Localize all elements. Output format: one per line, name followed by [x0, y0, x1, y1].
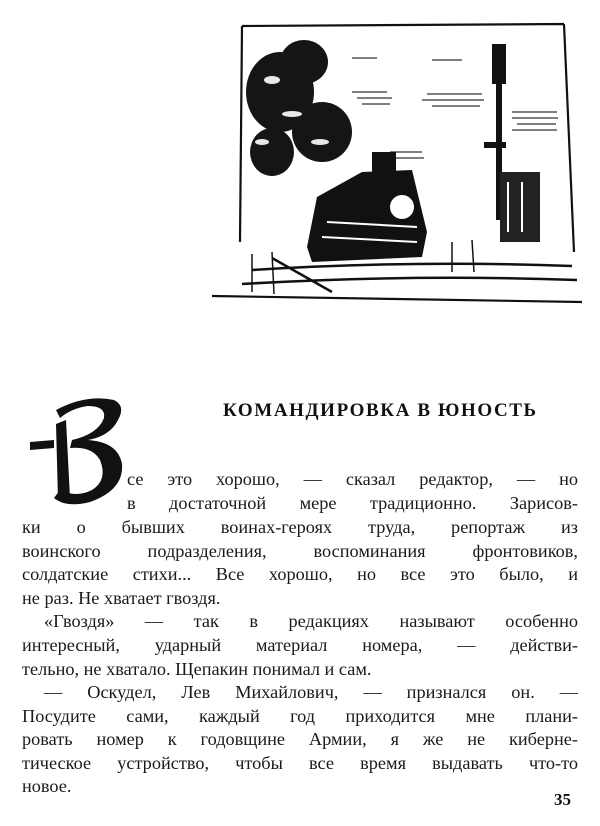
text-line: «Гвоздя» — так в редакциях называют особенно	[44, 611, 578, 631]
locomotive-illustration	[212, 22, 582, 318]
text-line: тельно, не хватало. Щепакин понимал и сам.	[22, 659, 372, 679]
chapter-title: КОМАНДИРОВКА В ЮНОСТЬ	[223, 400, 538, 421]
text-line: не раз. Не хватает гвоздя.	[22, 588, 221, 608]
text-line: воинского подразделения, воспоминания фронтовиков,	[22, 541, 578, 561]
text-line: новое.	[22, 776, 72, 796]
text-line: — Оскудел, Лев Михайлович, — признался он. —	[44, 682, 578, 702]
text-line: в достаточной мере традиционно. Зарисов-	[127, 493, 578, 513]
text-line: солдатские стихи... Все хорошо, но все это было, и	[22, 564, 578, 584]
text-line: ки о бывших воинах-героях труда, репортаж из	[22, 517, 578, 537]
text-line: ровать номер к годовщине Армии, я же не киберне-	[22, 729, 578, 749]
drop-cap-letter	[26, 390, 136, 510]
page-number: 35	[554, 790, 571, 809]
text-line: се это хорошо, — сказал редактор, — но	[127, 469, 578, 489]
text-line: интересный, ударный материал номера, — действи-	[22, 635, 578, 655]
text-line: Посудите сами, каждый год приходится мне плани-	[22, 706, 578, 726]
text-line: тическое устройство, чтобы все время выдавать что-то	[22, 753, 578, 773]
